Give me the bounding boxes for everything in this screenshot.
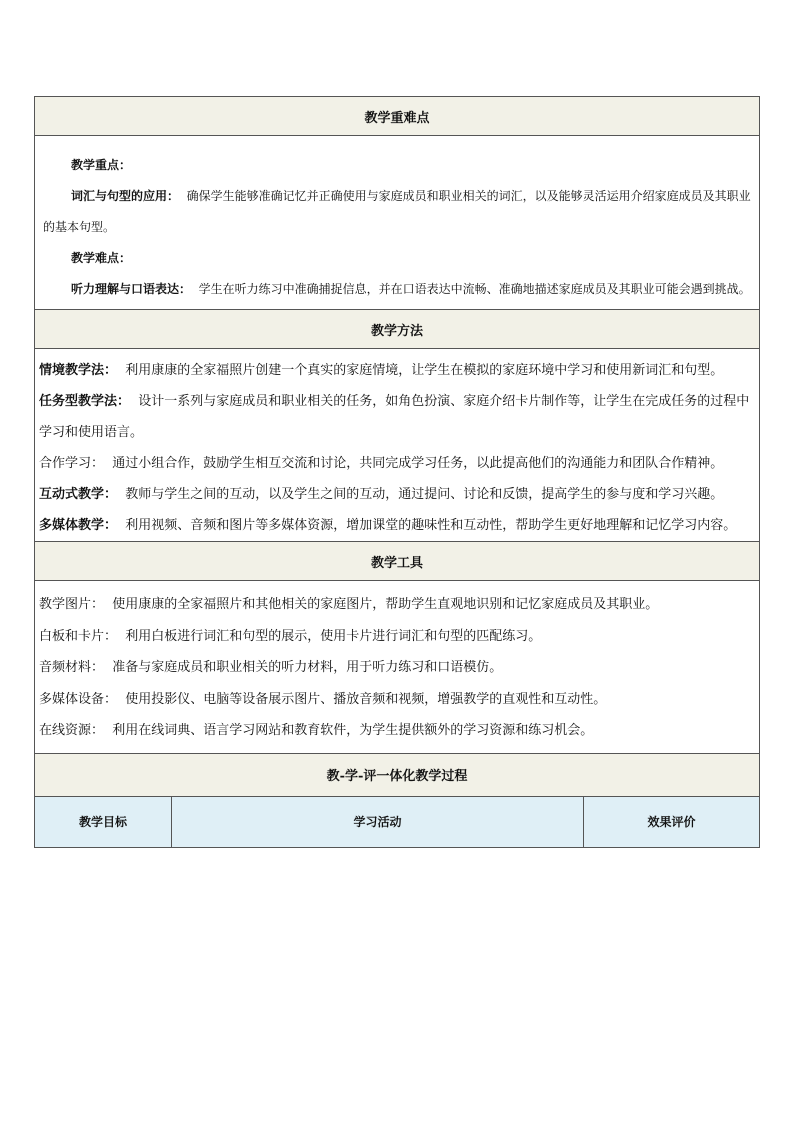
- tool-item: 在线资源： 利用在线词典、语言学习网站和教育软件，为学生提供额外的学习资源和练习机会。: [39, 723, 594, 738]
- key-points-body: [35, 136, 760, 310]
- focus-item-text: 确保学生能够准确记忆并正确使用与家庭成员和职业相关的词汇，以及能够灵活运用介绍家庭成员及其职业的基本句型。: [43, 189, 751, 234]
- tools-header: 教学工具: [35, 542, 760, 581]
- method-item: 合作学习： 通过小组合作，鼓励学生相互交流和讨论，共同完成学习任务，以此提高他们的沟通能力和团队合作精神。: [39, 456, 724, 471]
- difficulty-item-text: 学生在听力练习中准确捕捉信息，并在口语表达中流畅、准确地描述家庭成员及其职业可能会遇到挑战。: [198, 282, 751, 296]
- method-item: 互动式教学： 教师与学生之间的互动，以及学生之间的互动，通过提问、讨论和反馈，提高学生的参与度和学习兴趣。: [39, 487, 724, 502]
- lesson-plan-table: [34, 96, 760, 848]
- difficulty-item: [43, 274, 751, 305]
- focus-title: 教学重点：: [71, 158, 132, 172]
- column-header-objectives: 教学目标: [35, 796, 172, 847]
- key-points-header: 教学重难点: [35, 97, 760, 136]
- focus-item: [43, 181, 751, 243]
- difficulty-item-label: 听力理解与口语表达：: [71, 282, 192, 296]
- tools-body: [35, 581, 760, 754]
- difficulty-title: 教学难点：: [71, 251, 132, 265]
- methods-body: [35, 349, 760, 542]
- method-item: 多媒体教学： 利用视频、音频和图片等多媒体资源，增加课堂的趣味性和互动性，帮助学生更好地理解和记忆学习内容。: [39, 518, 737, 533]
- tool-item: 教学图片： 使用康康的全家福照片和其他相关的家庭图片，帮助学生直观地识别和记忆家庭成员及其职业。: [39, 597, 659, 612]
- column-header-activities: 学习活动: [172, 796, 584, 847]
- tool-item: 多媒体设备： 使用投影仪、电脑等设备展示图片、播放音频和视频，增强教学的直观性和互动性。: [39, 691, 607, 707]
- tool-item: 白板和卡片： 利用白板进行词汇和句型的展示，使用卡片进行词汇和句型的匹配练习。: [39, 628, 542, 644]
- focus-item-label: 词汇与句型的应用：: [71, 189, 180, 203]
- method-item: 情境教学法： 利用康康的全家福照片创建一个真实的家庭情境，让学生在模拟的家庭环境中学习和使用新词汇和句型。: [39, 363, 724, 378]
- methods-header: 教学方法: [35, 310, 760, 349]
- lesson-plan-sheet: [34, 96, 759, 848]
- method-item: 任务型教学法： 设计一系列与家庭成员和职业相关的任务，如角色扮演、家庭介绍卡片制作等，让学生在完成任务的过程中学习和使用语言。: [39, 394, 750, 440]
- column-header-evaluation: 效果评价: [584, 796, 760, 847]
- process-header: 教-学-评一体化教学过程: [35, 753, 760, 796]
- tool-item: 音频材料： 准备与家庭成员和职业相关的听力材料，用于听力练习和口语模仿。: [39, 660, 503, 675]
